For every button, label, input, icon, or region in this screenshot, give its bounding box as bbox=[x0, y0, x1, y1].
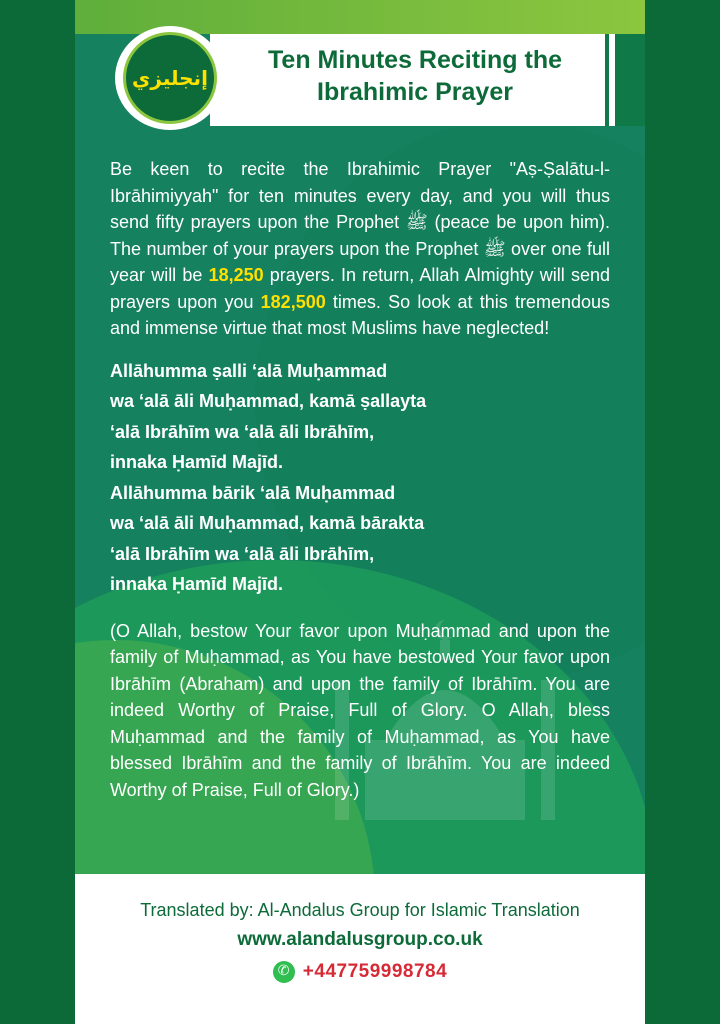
transliteration-line: wa ‘alā āli Muḥammad, kamā bārakta bbox=[110, 513, 425, 533]
whatsapp-icon bbox=[273, 961, 295, 983]
translator-credit: Translated by: Al-Andalus Group for Islamic Translation bbox=[140, 900, 580, 920]
language-badge bbox=[123, 32, 217, 124]
transliteration-line: Allāhumma bārik ‘alā Muḥammad bbox=[110, 482, 396, 503]
left-border bbox=[0, 0, 75, 1024]
phone-number[interactable]: +447759998784 bbox=[302, 961, 448, 982]
transliteration-line: Allāhumma ṣalli ‘alā Muḥammad bbox=[110, 360, 388, 381]
allah-prayers-count: 182,500 bbox=[260, 291, 326, 312]
intro-text-1: Be keen to recite the Ibrahimic Prayer "Aṣ-Ṣalātu-l-Ibrāhimiyyah" for ten minutes every day, and you will thus send fifty prayers upon the Prophet ﷺ (peace be upon him). The number of your prayers upon the Prophet ﷺ over one full year will be bbox=[110, 159, 610, 285]
transliteration-line: innaka Ḥamīd Majīd. bbox=[110, 574, 284, 594]
intro-paragraph bbox=[110, 156, 610, 342]
transliteration-block bbox=[110, 356, 610, 600]
website-link[interactable]: www.alandalusgroup.co.uk bbox=[237, 929, 483, 950]
intro-text-3: times. So look at this tremendous and immense virtue that most Muslims have neglected! bbox=[110, 291, 610, 338]
right-border bbox=[645, 0, 720, 1024]
transliteration-line: ‘alā Ibrāhīm wa ‘alā āli Ibrāhīm, bbox=[110, 421, 375, 442]
transliteration-line: wa ‘alā āli Muḥammad, kamā ṣallayta bbox=[110, 391, 427, 411]
transliteration-line: ‘alā Ibrāhīm wa ‘alā āli Ibrāhīm, bbox=[110, 543, 375, 564]
phone-row bbox=[75, 961, 645, 983]
main-content bbox=[110, 156, 610, 803]
language-badge-label: إنجليزي bbox=[132, 66, 208, 90]
leaflet-card bbox=[75, 0, 645, 1024]
title-accent-bar bbox=[605, 34, 645, 126]
transliteration-line: innaka Ḥamīd Majīd. bbox=[110, 452, 284, 472]
intro-text-2: prayers. In return, Allah Almighty will send prayers upon you bbox=[110, 265, 610, 312]
page-title: Ten Minutes Reciting the Ibrahimic Prayer bbox=[268, 46, 562, 106]
translation-paragraph: (O Allah, bestow Your favor upon Muḥammad and upon the family of Muḥammad, as You have bestowed Your favor upon Ibrāhīm (Abraham) and upon the family of Ibrāhīm. You are indeed Worthy of Praise, Full of Glory. O Allah, bless Muḥammad and the family of Muḥammad, as You have blessed Ibrāhīm and the family of Ibrāhīm. You are indeed Worthy of Praise, Full of Glory.) bbox=[110, 620, 610, 800]
yearly-prayers-count: 18,250 bbox=[208, 265, 264, 285]
footer bbox=[75, 874, 645, 1024]
